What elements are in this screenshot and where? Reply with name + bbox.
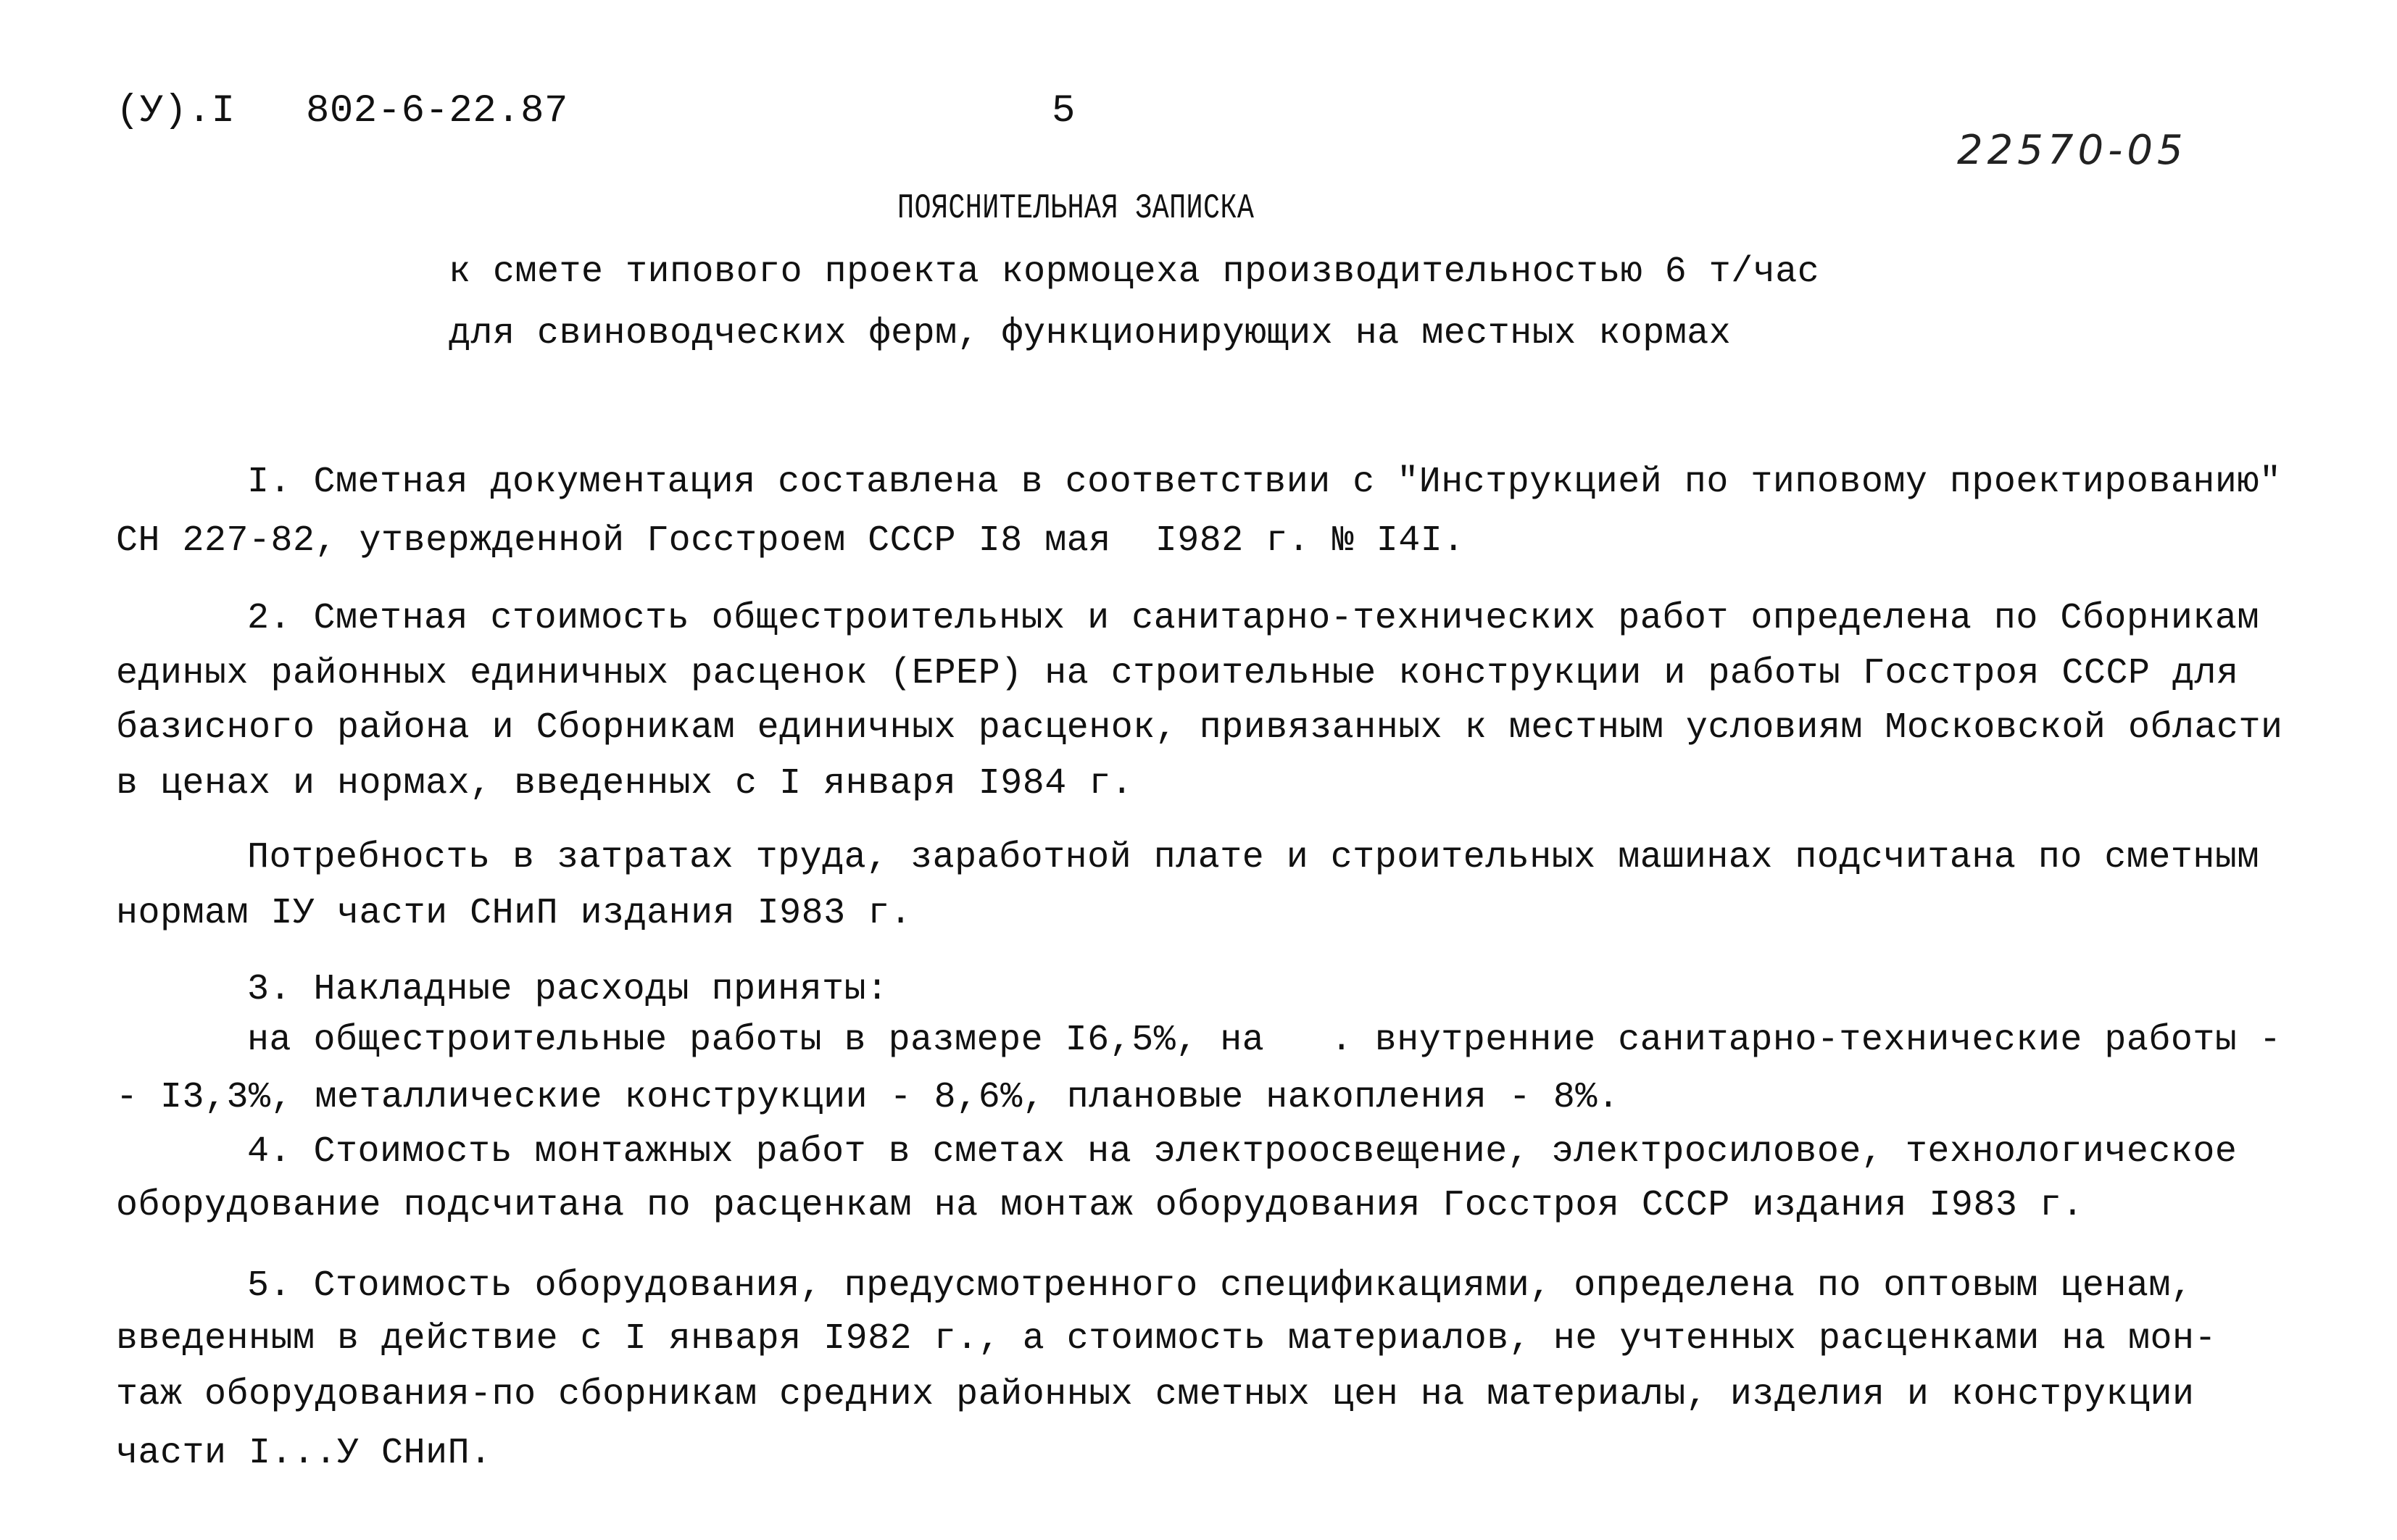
text-line: базисного района и Сборникам единичных расценок, привязанных к местным условиям Московской области	[116, 707, 2283, 749]
text-line: 2. Сметная стоимость общестроительных и санитарно-технических работ определена по Сборникам	[247, 598, 2259, 639]
document-stamp-number: 22570-05	[1957, 127, 2188, 174]
text-line: части I...У СНиП.	[116, 1433, 492, 1474]
subtitle-line: для свиноводческих ферм, функционирующих на местных кормах	[449, 313, 1732, 354]
text-line: 4. Стоимость монтажных работ в сметах на электроосвещение, электросиловое, технологическое	[247, 1131, 2238, 1173]
text-line: СН 227-82, утвержденной Госстроем СССР I8 мая I982 г. № I4I.	[116, 520, 1465, 562]
text-line: нормам IУ части СНиП издания I983 г.	[116, 893, 913, 934]
text-line: на общестроительные работы в размере I6,5%, на . внутренние санитарно-технические работы -	[247, 1020, 2282, 1061]
text-line: единых районных единичных расценок (ЕРЕР) на строительные конструкции и работы Госстроя СССР для	[116, 653, 2239, 694]
page-number: 5	[1052, 89, 1076, 133]
text-line: - I3,3%, металлические конструкции - 8,6%, плановые накопления - 8%.	[116, 1077, 1620, 1118]
text-line: 5. Стоимость оборудования, предусмотренного спецификациями, определена по оптовым ценам,	[247, 1265, 2193, 1307]
series-label: (У).I	[116, 89, 236, 133]
text-line: Потребность в затратах труда, заработной плате и строительных машинах подсчитана по сметным	[247, 837, 2259, 878]
project-code: 802-6-22.87	[306, 89, 568, 133]
text-line: I. Сметная документация составлена в соответствии с "Инструкцией по типовому проектированию"	[247, 462, 2282, 503]
text-line: введенным в действие с I января I982 г., а стоимость материалов, не учтенных расценками на мон-	[116, 1318, 2217, 1360]
text-line: оборудование подсчитана по расценкам на монтаж оборудования Госстроя СССР издания I983 г.	[116, 1185, 2084, 1226]
text-line: 3. Накладные расходы приняты:	[247, 969, 889, 1010]
subtitle-line: к смете типового проекта кормоцеха производительностью 6 т/час	[449, 251, 1820, 293]
text-line: таж оборудования-по сборникам средних районных сметных цен на материалы, изделия и конструкции	[116, 1374, 2195, 1415]
text-line: в ценах и нормах, введенных с I января I984 г.	[116, 763, 1134, 804]
page-title: ПОЯСНИТЕЛЬНАЯ ЗАПИСКА	[897, 189, 1255, 228]
